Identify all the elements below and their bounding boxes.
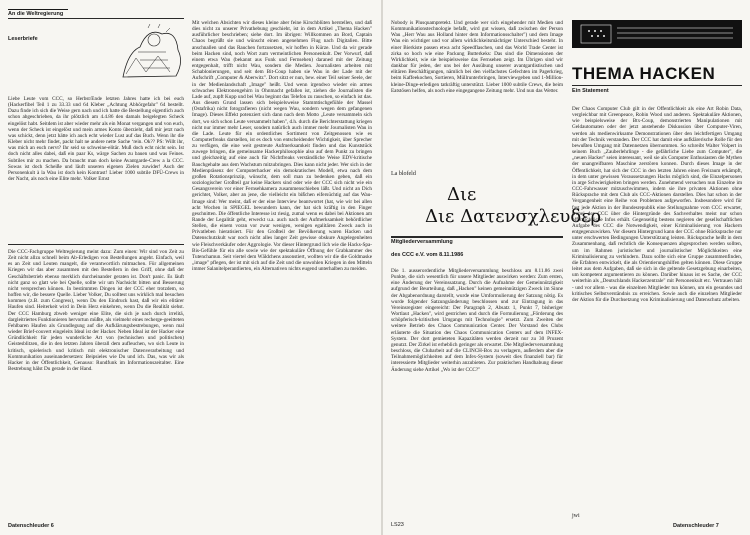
divider — [8, 18, 184, 19]
col1-reply-block — [8, 249, 184, 522]
col3-text-block — [391, 20, 563, 165]
greek-title: Διε Δατενσχλευδερ — [425, 206, 602, 227]
col3-signature: La blofeld — [391, 171, 416, 177]
top-heading: An die Weltregierung — [8, 11, 64, 17]
col2-text: Mit welchen Absichten wir dieses kleine aber feine Kirschblüten herstellen, und daß dies nicht zu unserer Privathebung geschieht, ist in dem Artikel „Thema Hacken" ausführlicher beschrieben; siehe dort. Im übrigen: Willkommen an Bord, Captain Chaos begrüßt sie und wünscht einen angenehmen Flug nach Digitalien. Bitte anschnallen und das Rauchen fortzusetzen, wir hoffen in Kürze. Und da wir gerade beim Hacken sind, noch Wort zum vermeintlichen Personenkult. Der Vorwurf, daß einem etwa Wau (bekannt aus Funk und Fernsehen) daraned mit der Zeitung entgegenhalt, trifft nicht Wau, sondern die Medien. Journalisten arbeiten mit Schablonierungen, und seit dem Bit-Coup haben sie Wau in der Lade mit der Aufschrift „Computer & Aberwitz". Dort sitzt er nun, bew. einer Teil seiner Seele, der in der Medienlandschaft „Image" heißt. Und wenn irgendwo wieder ein armes schwaches Elektronengehirn in Ohnmacht gefallen ist, ziehen die Journalisten die Lade auf, zupft Kupp und bei Wau beginnt das Telefon zu rauschen, so einfach ist das. Aus diesem Grund lassen sich beispielsweise Stammtischgefühle der Massel (Ostafrika) nicht fotografieren (nicht wegen Wau, sondern wegen dem gefangenen Image). Dieses Effekt potenziert sich dann nach dem Motto „Leute versammeln sich dort, wo sich schon Leute versammelt haben", d.h. durch die Berichterstattung kriegen nicht nur immer mehr Leser, sondern natürlich auch immer mehr Journalisten Wau in die Lade. Leute für ein ordentliches Sortiment von Zeitgenossen wie es Computerfreaks darstellen, ist es doch von entscheidender Wichtigkeit, über Sprecher zu verfügen, die eine weit gestreute Aufmerksamkeit finden und das Kunststück zuwege bringen, die gemeinsame Hackerphilosophie also auf dem Punkt zu bringen und gleichzeitig auf eine auch für Nichtfreaks verständliche Weise EDV-kritische Bauchgehalte aus dem Wachstum mitzubringen. Dies kann nicht jeder. Wer sich in der Medienpräsenz der Computerhacker ein demokratisches Modell, etwa nach dem großen Rotationsprinzip, wünscht, dem soll man zu bedenken geben, daß ein soziologischer Großteil gar keine Hackers sind oder wie der CCC sich nicht wie ein Gesangsverein vor einer Fernsehkamera zusammenschieben läßt. Und nicht an Dich gerichtet, Volker, aber an jene, die vielleicht ein bißchen eifersüchtig auf das Wau-Image sind: Wer meint, daß er der eine Interview beantwortet (hat, wie wir bei allen acht Wochen in SPIEGEL bewundern kann, der hat sich kräftig in den Finger geschnitten. Die öffentliche Interesse ist riesig, zumal wenn es dabei bei Aktionen am Rande der Legalität geht, erweckt u.a. auch nach der Aufmerksamkeit behördlicher Stellen, die einem voran vor zwar wenigen, wenigen egalitären Zweck auch in Privatleben hieratisiert. Für den Großteil der Bevölkerung waren Hacken und Datenschutzkult war noch nicht alles langer Zeit gewisse obskure Angelegenheiten wie Fleischverkäufer oder Aggrologie. Vor dieser Hintergrund lich wie die Hacks-Spa-Bis-Gefühle für ein alle sowie wie der spektakuläre Öffnung der Grabkammer des Tutenchamun. Seit viertel dem Wäldchens ansonstiert, wollten wir die die Goldmaske „image" pflegen, der ist mit sich auf die Zeit und die unwohlen Kriegen in den Mitteln immer Salanitelperantlierten, ein Alternativen nichts eugend unterhalben zu meiden. — [192, 20, 372, 273]
col1-text: Liebe Leute vom CCC, so Herbst/Ende letzten Jahres hatte ich bei euch (Hackerfibel Teil 1 zu 33.33 und 64 Kleber „Achtung Abhörgefahr" 64 bestellt. Dazu finde ich sich die Weise gern nach und ich hatte die Bestellung eigentlich auch schon abgeschrieben, da ihr plötzlich am 4.4.86 den damals beigelegten Scheck eingelöst habt. Seitdem ist aber wieder mehr als ein Monat vergangen und von euch, wenn der Scheck ist eingelöst und mein armes Konto überzieht, daß mir jetzt nach was schickt, denn jetzt hätte ich auch echt wieder Lust auf das Buch. Wenn ihr die Kleber nicht mehr findet, packt halt ne andere nette Sache ‘rein. Ok?? PS: Willt ihr, was mich an euch nervt? Ihr seid so schweine-elitär. Muß doch echt nicht sein. Ist doch nicht alles dabei, daß ein paar Ks, wärge Sachen zu bauen und was Feines. Subtiles mir zu machen. Da braucht man doch keine Avantgarde-Crew a la CCC. Sowas ist doch Scheiße und läuft unseren eigenen Zielen zuwider! Auch der Personenkult à la Wau ist doch kein Kontrast! Lieber 1000 subtile DFÜ-Crews in der Nacht, als noch eine Elite mehr. Volker Ernst — [8, 96, 184, 183]
col4-text-block — [572, 106, 742, 512]
col3-body-block — [391, 268, 563, 515]
col1-text-block — [8, 96, 184, 243]
col1-reply-text: Die CCC-Fachgruppe Weltregierung meint dazu: Zum einen: Wir sind von Zeit zu Zeit nicht allzu schnell beim Ab-Erledigen von Bestellungen angeht. Einfach, weil es an Zeit und Leuten mangelt, die verantwortlich mitmachen. Für allgemeinen Kriegen wir das aber zusammen mit den Bestellern in den Griff, ohne daß der Geschäftsbetrieb ebenso merklich durcheinander geraten ist. Don't panic. Es läuft nicht ganz so glatt wie bei Quelle, sollte wir um Nachsicht bitten und Besserung nicht versprechen können. In bestimmten Dingen ist der CCC eher trotzdem, so hoffen wir, die bessere Quelle. Lieber Volker, Du solltest uns wirklich mal besuchen kommen (z.B. zum Congress), wenn Du den Eindruck hast, daß wir ein elitärer Haufen sind. Heiterkeit wird in Dein Herz einkehren, wenn Du die Realität siehst. Der CCC Hamburg zbweb weniger eine Elite, die sich je nach durch irrelitä, dargleitriertes Funktionieren hervortun müßte, als vielmehr eines recherge-geeitteten Fehlbaren Haufen als Grundlegung auf die Aufklärungsbestrebungen, wenn mal wieder Brief-couvert eingeleits Ideal ist der Hacker. Neben Ideal ist der Hacker eine Gründlichkeit für jeden wunderliche Art von (technischen und politischen) Geistesblitzen, die in den letzten Jahren überall dem aufleuchen, wo sich Leute in kritisch, spielerisch und kritisch mit elektronischer Datenverarbeitung und Kommunikation auseinandersetzen: Beipsieles wie Du und ich. Das, was wir als Hacker in der Öffentlichkeit, Genauso: Rundfunk im Informationszeitalter. Eine Bestrebung hälst Du gerade in der Hand. — [8, 249, 184, 372]
col4-signature: jwi — [572, 513, 580, 519]
top-rule — [8, 9, 68, 10]
col1-heading: Leserbriefe — [8, 36, 38, 42]
page-footer: Datenschleuder 7 — [673, 523, 719, 529]
article-title: THEMA HACKEN — [572, 64, 716, 83]
col4-heading: Ein Statement — [572, 88, 609, 94]
divider — [572, 85, 742, 86]
col3-heading: Mitgliederversammlung — [391, 239, 453, 245]
page-right — [383, 0, 750, 535]
sketch-illustration-icon — [118, 22, 188, 82]
col2-text-block — [192, 20, 372, 530]
col3-text: Nobody is Plusquampretekt. Und gerade wer sich eingehender mit Medien und Kommunikationstechnologie befaßt, wird gut wissen, daß zwischen der Person Wau „Herr Wau aus Holland hinter dem Informationsschalter") und dem Image Wau ein wichtiger und vor allem wirklichkeitsmächtiger Unterschied besteht. In einer Bierkiste passen etwa acht Speedflaschen, und das World Trade Center ist zirka so hoch wie eine Packung Butterkeks: Das sind die Dimensionen der Wirklichkeit, wie sie beispielsweise das Fernsehen zeigt. Im Übrigen sind wir dankbar für jeden, der uns bei der Ausübung unserer avantgardistischen und elitären Beschäftigungen, nämlich bei den vielfachstes Gefechten im Pagerkrieg, beim Kaffeekochen, Sortieren, Müllrunterbringen, Interviewgeben und 1-Million-kleine-Dinge-erledigen tatkräftig unterstützt. Lieber 1000 subtile Crews, die beim Eatstösen helfen, als noch eine eingegangene Zeitung mehr. Und nun das Wetter. — [391, 20, 563, 94]
greek-title-line1: Διε — [447, 184, 477, 205]
divider — [391, 236, 563, 238]
col3-footer: LS23 — [391, 522, 404, 528]
col3-body-text: Die 1. ausserordentliche Mitgliederversammlung beschloss am 8.11.86 zwei Punkte, die sich wesentlich für unsere Mitglieder auswirken werden: Zum ersten, eine Änderung der Vereinssatzung. Durch die Aufnahme der Gemeinnützigkeit aufgrund der Beurteilung, daß „Hacken" keinen gemeinnützigen Zweck im Sinne der Abgabenordnung darstellt, wurde eine Umformulierung der Satzung nötig. Es wurde folgender Satzungsänderung beschlossen und zur Eintragung in das Vereinsregister eingereicht: Der Paragraph 2, Absatz 1, Punkt 7, bisheriger Wortlaut „Hacken", wird gestrichen und durch die Formulierung „Förderung des schöpferisch-kritischen Umgangs mit Technologie" ersetzt. Zum Zweiten der weitere Betrieb des Chaos Communication Center. Der Vorstand des Clubs erläuterte die Situation des Chaos Communication Centers auf dem INFEX-System. Der dort gemieteten Kapazitäten werden derzeit nur zu 30 Prozent genutzt. Der Zirkel ist erheblich geringer als erwartet. Die Mitgliederversammlung beschloss, die Clubarbeit auf die CLINCH-Box zu verlagern, außerdem aber die Teilnahmemöglichkeiten auf dem Infex-System (soweit dies finanziell bar) für interessierte Mitglieder weiterhin anzubieten. Zur praktischen Handhabung dieser Änderung siehe Artikel „Wo ist der CCC?" — [391, 268, 563, 373]
col3-subheading: des CCC e.V. vom 8.11.1986 — [391, 252, 464, 258]
flag-icon — [577, 22, 737, 46]
page-footer: Datenschleuder 6 — [8, 523, 54, 529]
col4-text: Der Chaos Computer Club gilt in der Öffentlichkeit als eine Art Robin Data, vergleichbar mit Greenpeace, Robin Wood und anderen. Spektakuläre Aktionen, wie beispielsweise der Btx-Coup, demonstrierten Manipulationen mit Geldautomaten oder der jetzt anstehende Diskussion über Computer-Viren, werden als medienwirksame Demonstrationen über den leichtfertigen Umgang mit der Technik verstanden. Der CCC hat damit eine aufklärerische Rolle für den bewußten Umgang mit Datennetzen übernommen. So schreibt Walter Volpert in seinem Buch „Zauberlehrlinge - die gefährliche Liebe zum Computer", die „neuen Hacker" seien interessant, weil sie als Computer Enthusiasten die Mythen der unangreifbaren Maschine zerstören konnen. Durch dieses Image in der Öffentlichkeit, hat sich der CCC in den letzten Jahren einen Freiraum erkämpft, in dem unter gewissen Voraussetzungen Hacks möglich sind, die Einzelpersonen in arge Schwierigkeiten bringen werden. Zunehmend versuchen nun Einzelne im CCC-Fahrwasser mitzuschwimmen, indem sie ihre privaten Aktionen ohne Rücksprache mit dem Club als CCC-Aktionen darstellen. Dies hat schon in der Vergangenheit eine Reihe von Problemen aufgeworfen. Insbesondere wird für fast jede Aktion in der Bundesrepublik eine Stellungnahme vom CCC erwartet, wobei der CCC über die Hintergründe des Sachverhaltes meist nur schon offensichtliche Infos erhält. Gegenseitig bestens negieren der gesellschaftlichen Aufgabe des CCC die Notwendigkeit, einer Kriminalisierung von Hackern entgegenzuwirken. Vor diesem Hintergrund kann der CCC ohne Rücksprache nur unter erschwerten Bedingungen Unterstützung leisten. Rücksprache heißt in dem Zusammenhang, daß rechtlich die Konsequenzen abgesprochen werden sollten, um im Rahmen juristischer und journalistischer Möglichkeiten eine Kriminalisierung zu verhindern. Dazu sollte sich eine Gruppe zusammenfinden, die Erfahren entwickelt, die als Orientierungshilfen gelten können. Diese Gruppe leitet aus dem Aufgaben, daß sie sich in die geltende Gesetzgebung einarbeiten, um kompetent argumentieren zu können. Darüber hinaus ist es Sache, der CCC weiterhin als „Deutschlands Hackerzentrale" mit Personenkult etc. Vertrauen hält - und vor allem - was die einzelnen Mitglieder tun können, um ein gesundes und kritisches Selbstverständnis zu erreichen. Sowie auch die einzelnen Mitglieder der Aktion für die Durchsetzung von Kriminalisierung und Datenschutz arbeiten. — [572, 106, 742, 303]
divider — [8, 244, 184, 245]
